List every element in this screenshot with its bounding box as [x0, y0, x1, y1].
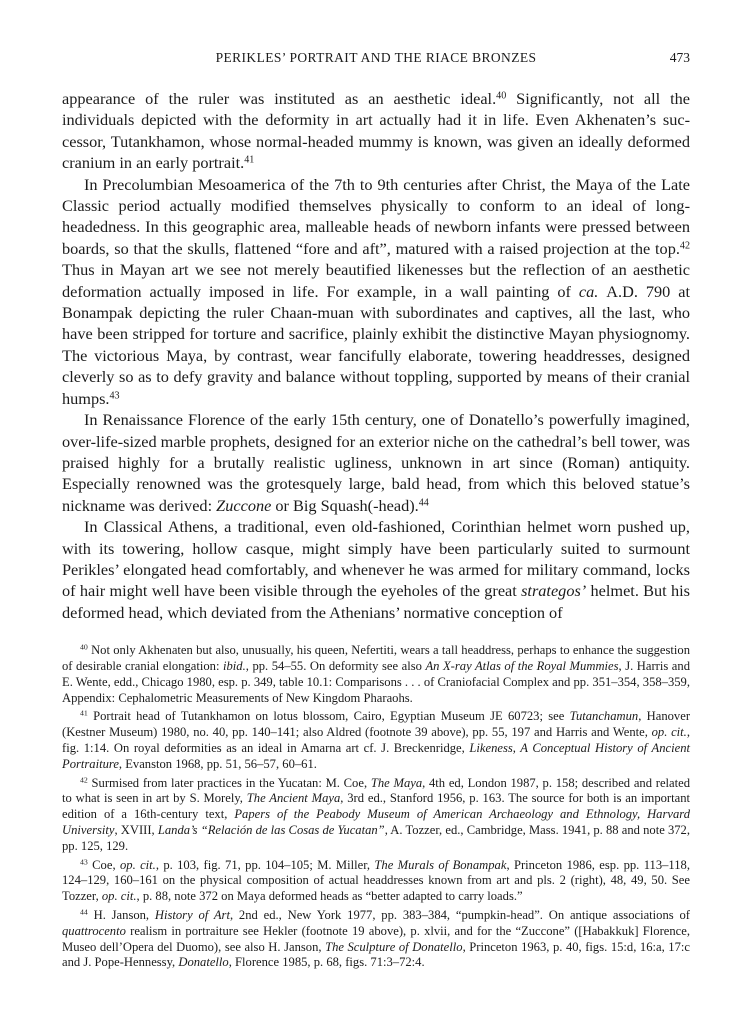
paragraph-2: In Precolumbian Mesoamerica of the 7th to 9th centuries after Christ, the Maya of the Late Classic period actually modified themselves physically to conform to an ideal of long-headedness. In this geographic area, malleable heads of newborn infants were pressed between boards, so that the skulls, flattened “fore and aft”, matured with a raised projection at the top.$^{42}$ Thus in Mayan art we see not merely beautified likenesses but the reflection of an aesthetic deformation actually imposed in life. For example, in a wall painting of ca. A.D. 790 at Bonampak depicting the ruler Chaan-muan with subordinates and captives, all the last, who have been stripped for torture and sacrifice, plainly exhibit the distinctive Mayan physiognomy. The victorious Maya, by contrast, wear fancifully elaborate, towering headdresses, designed cleverly so as to defy gravity and balance without toppling, supported by means of their cranial humps.$^{43}$: [62, 174, 691, 408]
footnote-44: $^{44}$ H. Janson, History of Art, 2nd ed., New York 1977, pp. 383–384, “pumpkin-head”. On antique associations of quattrocento realism in portraiture see Hekler (footnote 19 above), p. xlvii, and for the “Zuccone” ([Habakkuk] Florence, Museo dell’Opera del Duomo), see also H. Janson, The Sculpture of Donatello, Princeton 1963, p. 40, figs. 15:d, 16:a, 17:c and J. Pope-Hennessy, Donatello, Florence 1985, p. 68, figs. 71:3–72:4.: [62, 907, 690, 970]
paragraph-1: appearance of the ruler was instituted as an aesthetic ideal.$^{40}$ Significantly, not all the individuals depicted with the deformity in art actually had it in life. Even Akhenaten’s successor, Tutankhamon, whose normal-headed mummy is known, was given an ideally deformed cranium in an early portrait.$^{41}$: [62, 89, 690, 173]
footnote-ref-42[interactable]: 42: [679, 240, 690, 252]
footnote-ref-43[interactable]: 43: [109, 390, 120, 402]
running-title: PERIKLES’ PORTRAIT AND THE RIACE BRONZES: [215, 50, 537, 65]
page: [62, 50, 690, 974]
footnote-42: $^{42}$ Surmised from later practices in the Yucatan: M. Coe, The Maya, 4th ed, London 1987, p. 158; described and related to what is seen in art by S. Morely, The Ancient Maya, 3rd ed., Stanford 1956, p. 163. The source for both is an important edition of a 16th-century text, Papers of the Peabody Museum of American Archaeology and Ethnology, Harvard University, XVIII, Landa’s “Relación de las Cosas de Yucatan”, A. Tozzer, ed., Cambridge, Mass. 1941, p. 88 and note 372, pp. 125, 129.: [62, 775, 691, 853]
running-header: [62, 50, 690, 72]
paragraph-3: In Renaissance Florence of the early 15th century, one of Donatello’s powerfully imagined, over-life-sized marble prophets, designed for an exterior niche on the cathedral’s bell tower, was praised highly for a brutally realistic ugliness, unknown in art since (Roman) antiquity. Especially renowned was the grotesquely large, bald head, from which this beloved statue’s nickname was derived: Zuccone or Big Squash(-head).$^{44}$: [62, 410, 690, 515]
body-text: [62, 88, 690, 623]
footnote-ref-44[interactable]: 44: [418, 497, 429, 509]
footnote-41: $^{41}$ Portrait head of Tutankhamon on lotus blossom, Cairo, Egyptian Museum JE 60723; see Tutanchamun, Hanover (Kestner Museum) 1980, no. 40, pp. 140–141; also Aldred (footnote 39 above), pp. 55, 197 and Harris and Wente, op. cit., fig. 1:14. On royal deformities as an ideal in Amarna art cf. J. Breckenridge, Likeness, A Conceptual History of Ancient Portraiture, Evanston 1968, pp. 51, 56–57, 60–61.: [62, 709, 691, 771]
footnote-ref-40[interactable]: 40: [496, 90, 507, 102]
paragraph-4: In Classical Athens, a traditional, even old-fashioned, Corinthian helmet worn pushed up, with its towering, hollow casque, might simply have been particularly suited to surmount Perikles’ elongated head comfortably, and whenever he was armed for military command, locks of hair might well have been visible through the eyeholes of the great strategos’ helmet. But his deformed head, which deviated from the Athenians’ normative conception of: [62, 517, 690, 622]
footnotes: [62, 643, 690, 971]
footnote-40: $^{40}$ Not only Akhenaten but also, unusually, his queen, Nefertiti, wears a tall headdress, perhaps to enhance the suggestion of desirable cranial elongation: ibid., pp. 54–55. On deformity see also An X-ray Atlas of the Royal Mummies, J. Harris and E. Wente, edd., Chicago 1980, esp. p. 349, table 10.1: Comparisons . . . of Craniofacial Complex and pp. 351–354, 358–359, Appendix: Cephalometric Measurements of New Kingdom Pharaohs.: [62, 642, 690, 705]
page-number: 473: [669, 50, 690, 65]
footnote-ref-41[interactable]: 41: [244, 154, 255, 166]
footnote-43: $^{43}$ Coe, op. cit., p. 103, fig. 71, pp. 104–105; M. Miller, The Murals of Bonampak, Princeton 1986, esp. pp. 113–118, 124–129, 160–161 on the physical composition of actual headdresses known from art and pls. 2 (right), 48, 49, 50. See Tozzer, op. cit., p. 88, note 372 on Maya deformed heads as “better adapted to carry loads.”: [62, 857, 690, 904]
